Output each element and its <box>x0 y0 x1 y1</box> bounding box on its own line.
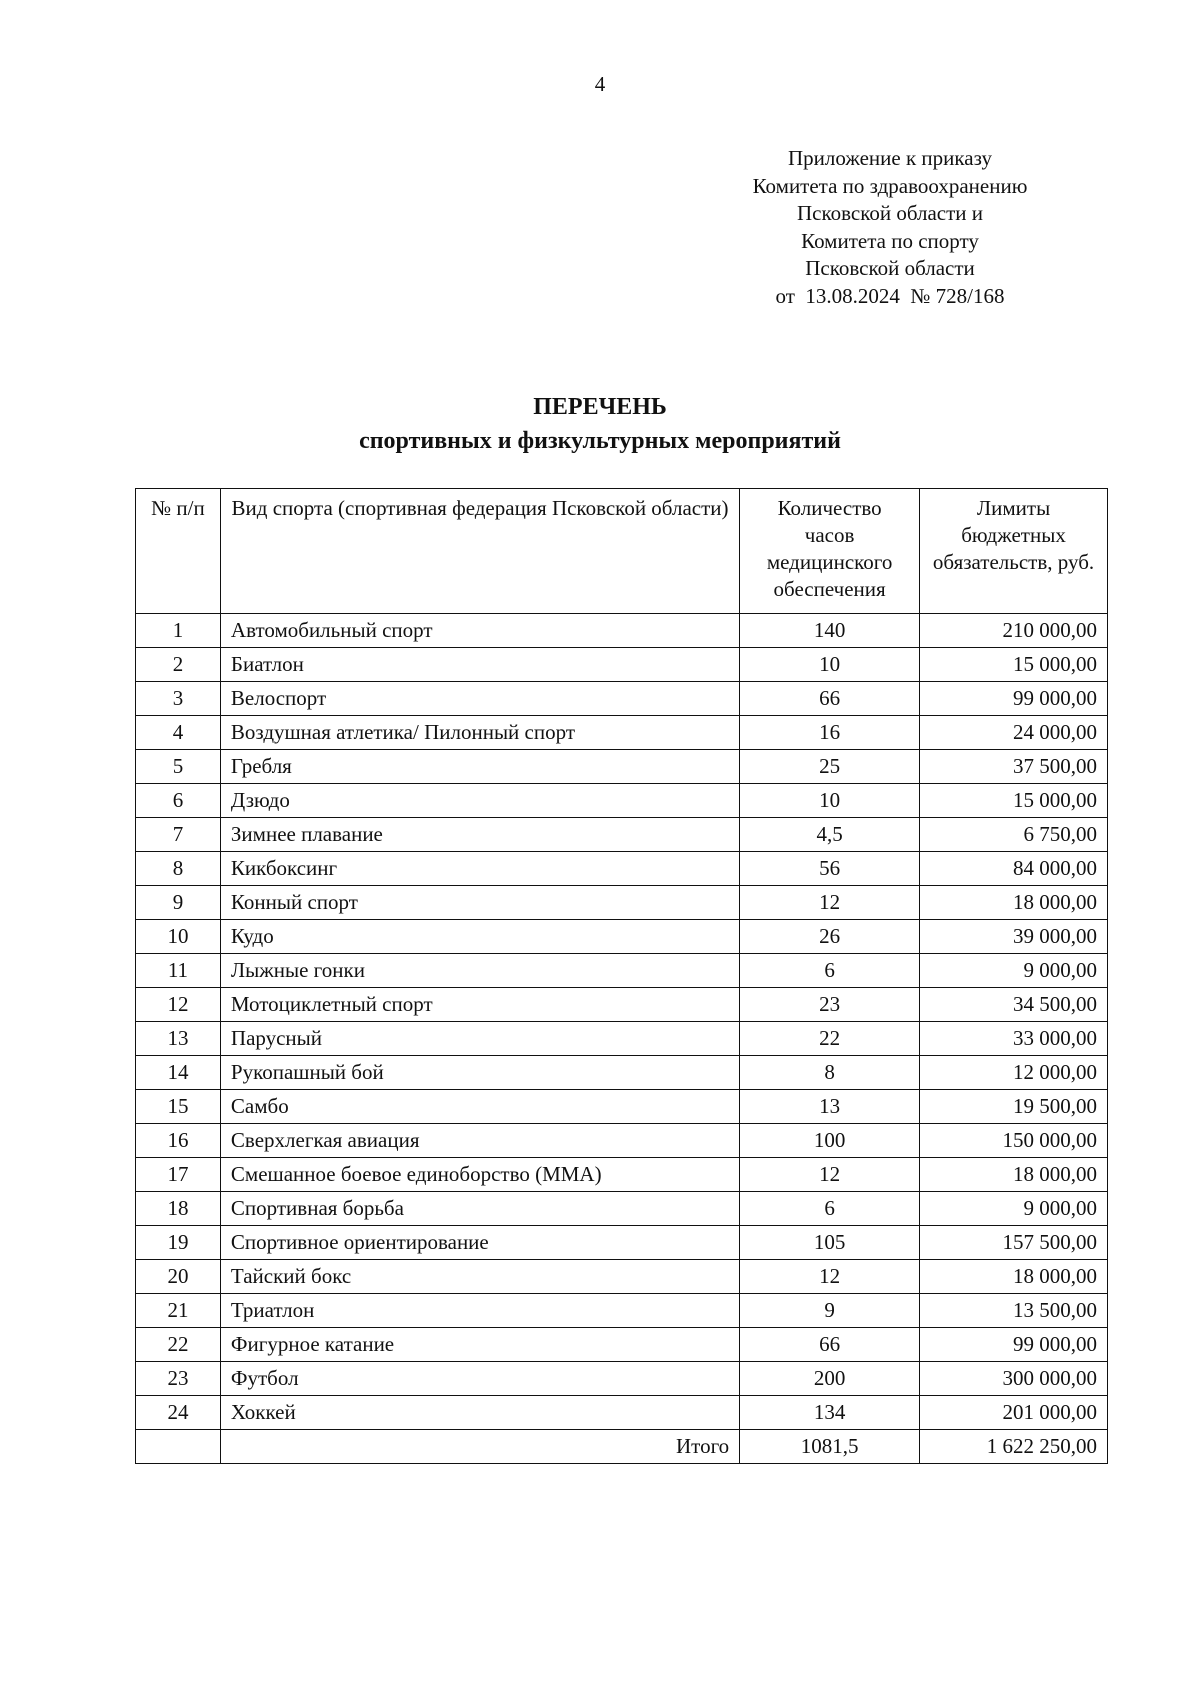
sports-table <box>135 488 1108 1464</box>
table-row <box>136 716 1108 750</box>
row-sport: Сверхлегкая авиация <box>220 1124 739 1158</box>
row-num: 16 <box>136 1124 221 1158</box>
row-hours: 66 <box>740 1328 920 1362</box>
appendix-line: Комитета по спорту <box>801 228 979 253</box>
row-num: 11 <box>136 954 221 988</box>
row-num: 7 <box>136 818 221 852</box>
row-limit: 99 000,00 <box>920 682 1108 716</box>
row-hours: 12 <box>740 886 920 920</box>
table-row <box>136 614 1108 648</box>
row-sport: Лыжные гонки <box>220 954 739 988</box>
appendix-block <box>640 145 1140 310</box>
row-hours: 9 <box>740 1294 920 1328</box>
row-hours: 100 <box>740 1124 920 1158</box>
row-sport: Спортивная борьба <box>220 1192 739 1226</box>
row-num: 10 <box>136 920 221 954</box>
row-num: 9 <box>136 886 221 920</box>
table-row <box>136 954 1108 988</box>
row-hours: 140 <box>740 614 920 648</box>
row-num: 12 <box>136 988 221 1022</box>
row-num: 1 <box>136 614 221 648</box>
row-limit: 201 000,00 <box>920 1396 1108 1430</box>
row-num: 15 <box>136 1090 221 1124</box>
header-sport: Вид спорта (спортивная федерация Псковской области) <box>220 489 739 614</box>
total-hours: 1081,5 <box>740 1430 920 1464</box>
row-hours: 25 <box>740 750 920 784</box>
table-row <box>136 648 1108 682</box>
table-row <box>136 1362 1108 1396</box>
table-row <box>136 1192 1108 1226</box>
row-num: 4 <box>136 716 221 750</box>
table-row <box>136 1158 1108 1192</box>
row-limit: 6 750,00 <box>920 818 1108 852</box>
row-num: 20 <box>136 1260 221 1294</box>
row-limit: 9 000,00 <box>920 1192 1108 1226</box>
table-row <box>136 886 1108 920</box>
table-row <box>136 1226 1108 1260</box>
row-sport: Биатлон <box>220 648 739 682</box>
row-hours: 26 <box>740 920 920 954</box>
table-row <box>136 1056 1108 1090</box>
row-limit: 13 500,00 <box>920 1294 1108 1328</box>
row-limit: 84 000,00 <box>920 852 1108 886</box>
row-num: 22 <box>136 1328 221 1362</box>
row-limit: 15 000,00 <box>920 648 1108 682</box>
row-hours: 16 <box>740 716 920 750</box>
row-sport: Мотоциклетный спорт <box>220 988 739 1022</box>
row-limit: 37 500,00 <box>920 750 1108 784</box>
row-hours: 10 <box>740 648 920 682</box>
table-row <box>136 1328 1108 1362</box>
row-hours: 12 <box>740 1158 920 1192</box>
row-hours: 6 <box>740 954 920 988</box>
appendix-line: Приложение к приказу <box>788 146 992 170</box>
row-sport: Велоспорт <box>220 682 739 716</box>
document-title <box>0 390 1200 458</box>
row-limit: 33 000,00 <box>920 1022 1108 1056</box>
header-num: № п/п <box>136 489 221 614</box>
total-limit: 1 622 250,00 <box>920 1430 1108 1464</box>
row-hours: 10 <box>740 784 920 818</box>
row-hours: 66 <box>740 682 920 716</box>
row-sport: Конный спорт <box>220 886 739 920</box>
row-num: 2 <box>136 648 221 682</box>
row-sport: Зимнее плавание <box>220 818 739 852</box>
table-row <box>136 988 1108 1022</box>
row-num: 19 <box>136 1226 221 1260</box>
row-hours: 56 <box>740 852 920 886</box>
row-num: 8 <box>136 852 221 886</box>
appendix-line: Псковской области <box>805 256 975 280</box>
row-limit: 19 500,00 <box>920 1090 1108 1124</box>
row-num: 6 <box>136 784 221 818</box>
table-row <box>136 1124 1108 1158</box>
appendix-line: Псковской области и <box>796 201 984 225</box>
row-limit: 18 000,00 <box>920 886 1108 920</box>
table-row <box>136 1260 1108 1294</box>
appendix-line: от 13.08.2024 № 728/168 <box>775 283 1005 308</box>
row-num: 3 <box>136 682 221 716</box>
row-hours: 12 <box>740 1260 920 1294</box>
page-number: 4 <box>594 72 606 96</box>
row-hours: 6 <box>740 1192 920 1226</box>
title-main: ПЕРЕЧЕНЬ <box>533 394 667 420</box>
row-limit: 210 000,00 <box>920 614 1108 648</box>
row-sport: Дзюдо <box>220 784 739 818</box>
row-num: 18 <box>136 1192 221 1226</box>
title-sub: спортивных и физкультурных мероприятий <box>359 428 841 454</box>
table-row <box>136 1396 1108 1430</box>
row-sport: Гребля <box>220 750 739 784</box>
row-num: 14 <box>136 1056 221 1090</box>
table-row <box>136 852 1108 886</box>
row-hours: 13 <box>740 1090 920 1124</box>
table-row <box>136 1022 1108 1056</box>
row-hours: 4,5 <box>740 818 920 852</box>
table-header-row <box>136 489 1108 614</box>
appendix-line: Комитета по здравоохранению <box>752 173 1028 198</box>
row-num: 13 <box>136 1022 221 1056</box>
table-row <box>136 920 1108 954</box>
row-hours: 23 <box>740 988 920 1022</box>
total-label: Итого <box>220 1430 739 1464</box>
row-sport: Рукопашный бой <box>220 1056 739 1090</box>
row-limit: 15 000,00 <box>920 784 1108 818</box>
row-sport: Смешанное боевое единоборство (ММА) <box>220 1158 739 1192</box>
row-hours: 22 <box>740 1022 920 1056</box>
row-sport: Воздушная атлетика/ Пилонный спорт <box>220 716 739 750</box>
total-row <box>136 1430 1108 1464</box>
row-hours: 134 <box>740 1396 920 1430</box>
header-limit: Лимиты бюджетных обязательств, руб. <box>920 489 1108 614</box>
row-limit: 99 000,00 <box>920 1328 1108 1362</box>
row-hours: 105 <box>740 1226 920 1260</box>
row-sport: Футбол <box>220 1362 739 1396</box>
row-num: 24 <box>136 1396 221 1430</box>
row-limit: 18 000,00 <box>920 1260 1108 1294</box>
row-sport: Автомобильный спорт <box>220 614 739 648</box>
row-hours: 8 <box>740 1056 920 1090</box>
row-sport: Тайский бокс <box>220 1260 739 1294</box>
table-row <box>136 750 1108 784</box>
row-limit: 150 000,00 <box>920 1124 1108 1158</box>
row-limit: 34 500,00 <box>920 988 1108 1022</box>
table-row <box>136 784 1108 818</box>
row-num: 21 <box>136 1294 221 1328</box>
row-sport: Спортивное ориентирование <box>220 1226 739 1260</box>
row-hours: 200 <box>740 1362 920 1396</box>
row-sport: Триатлон <box>220 1294 739 1328</box>
row-sport: Фигурное катание <box>220 1328 739 1362</box>
row-limit: 24 000,00 <box>920 716 1108 750</box>
row-num: 17 <box>136 1158 221 1192</box>
row-sport: Кудо <box>220 920 739 954</box>
row-limit: 18 000,00 <box>920 1158 1108 1192</box>
table-row <box>136 818 1108 852</box>
table-row <box>136 682 1108 716</box>
row-num: 23 <box>136 1362 221 1396</box>
row-sport: Кикбоксинг <box>220 852 739 886</box>
row-num: 5 <box>136 750 221 784</box>
header-hours: Количество часов медицинского обеспечения <box>740 489 920 614</box>
table-body <box>136 614 1108 1430</box>
row-limit: 39 000,00 <box>920 920 1108 954</box>
row-sport: Хоккей <box>220 1396 739 1430</box>
row-limit: 157 500,00 <box>920 1226 1108 1260</box>
row-sport: Самбо <box>220 1090 739 1124</box>
row-limit: 9 000,00 <box>920 954 1108 988</box>
total-empty-cell <box>136 1430 221 1464</box>
row-limit: 300 000,00 <box>920 1362 1108 1396</box>
table-row <box>136 1294 1108 1328</box>
row-sport: Парусный <box>220 1022 739 1056</box>
table-row <box>136 1090 1108 1124</box>
row-limit: 12 000,00 <box>920 1056 1108 1090</box>
